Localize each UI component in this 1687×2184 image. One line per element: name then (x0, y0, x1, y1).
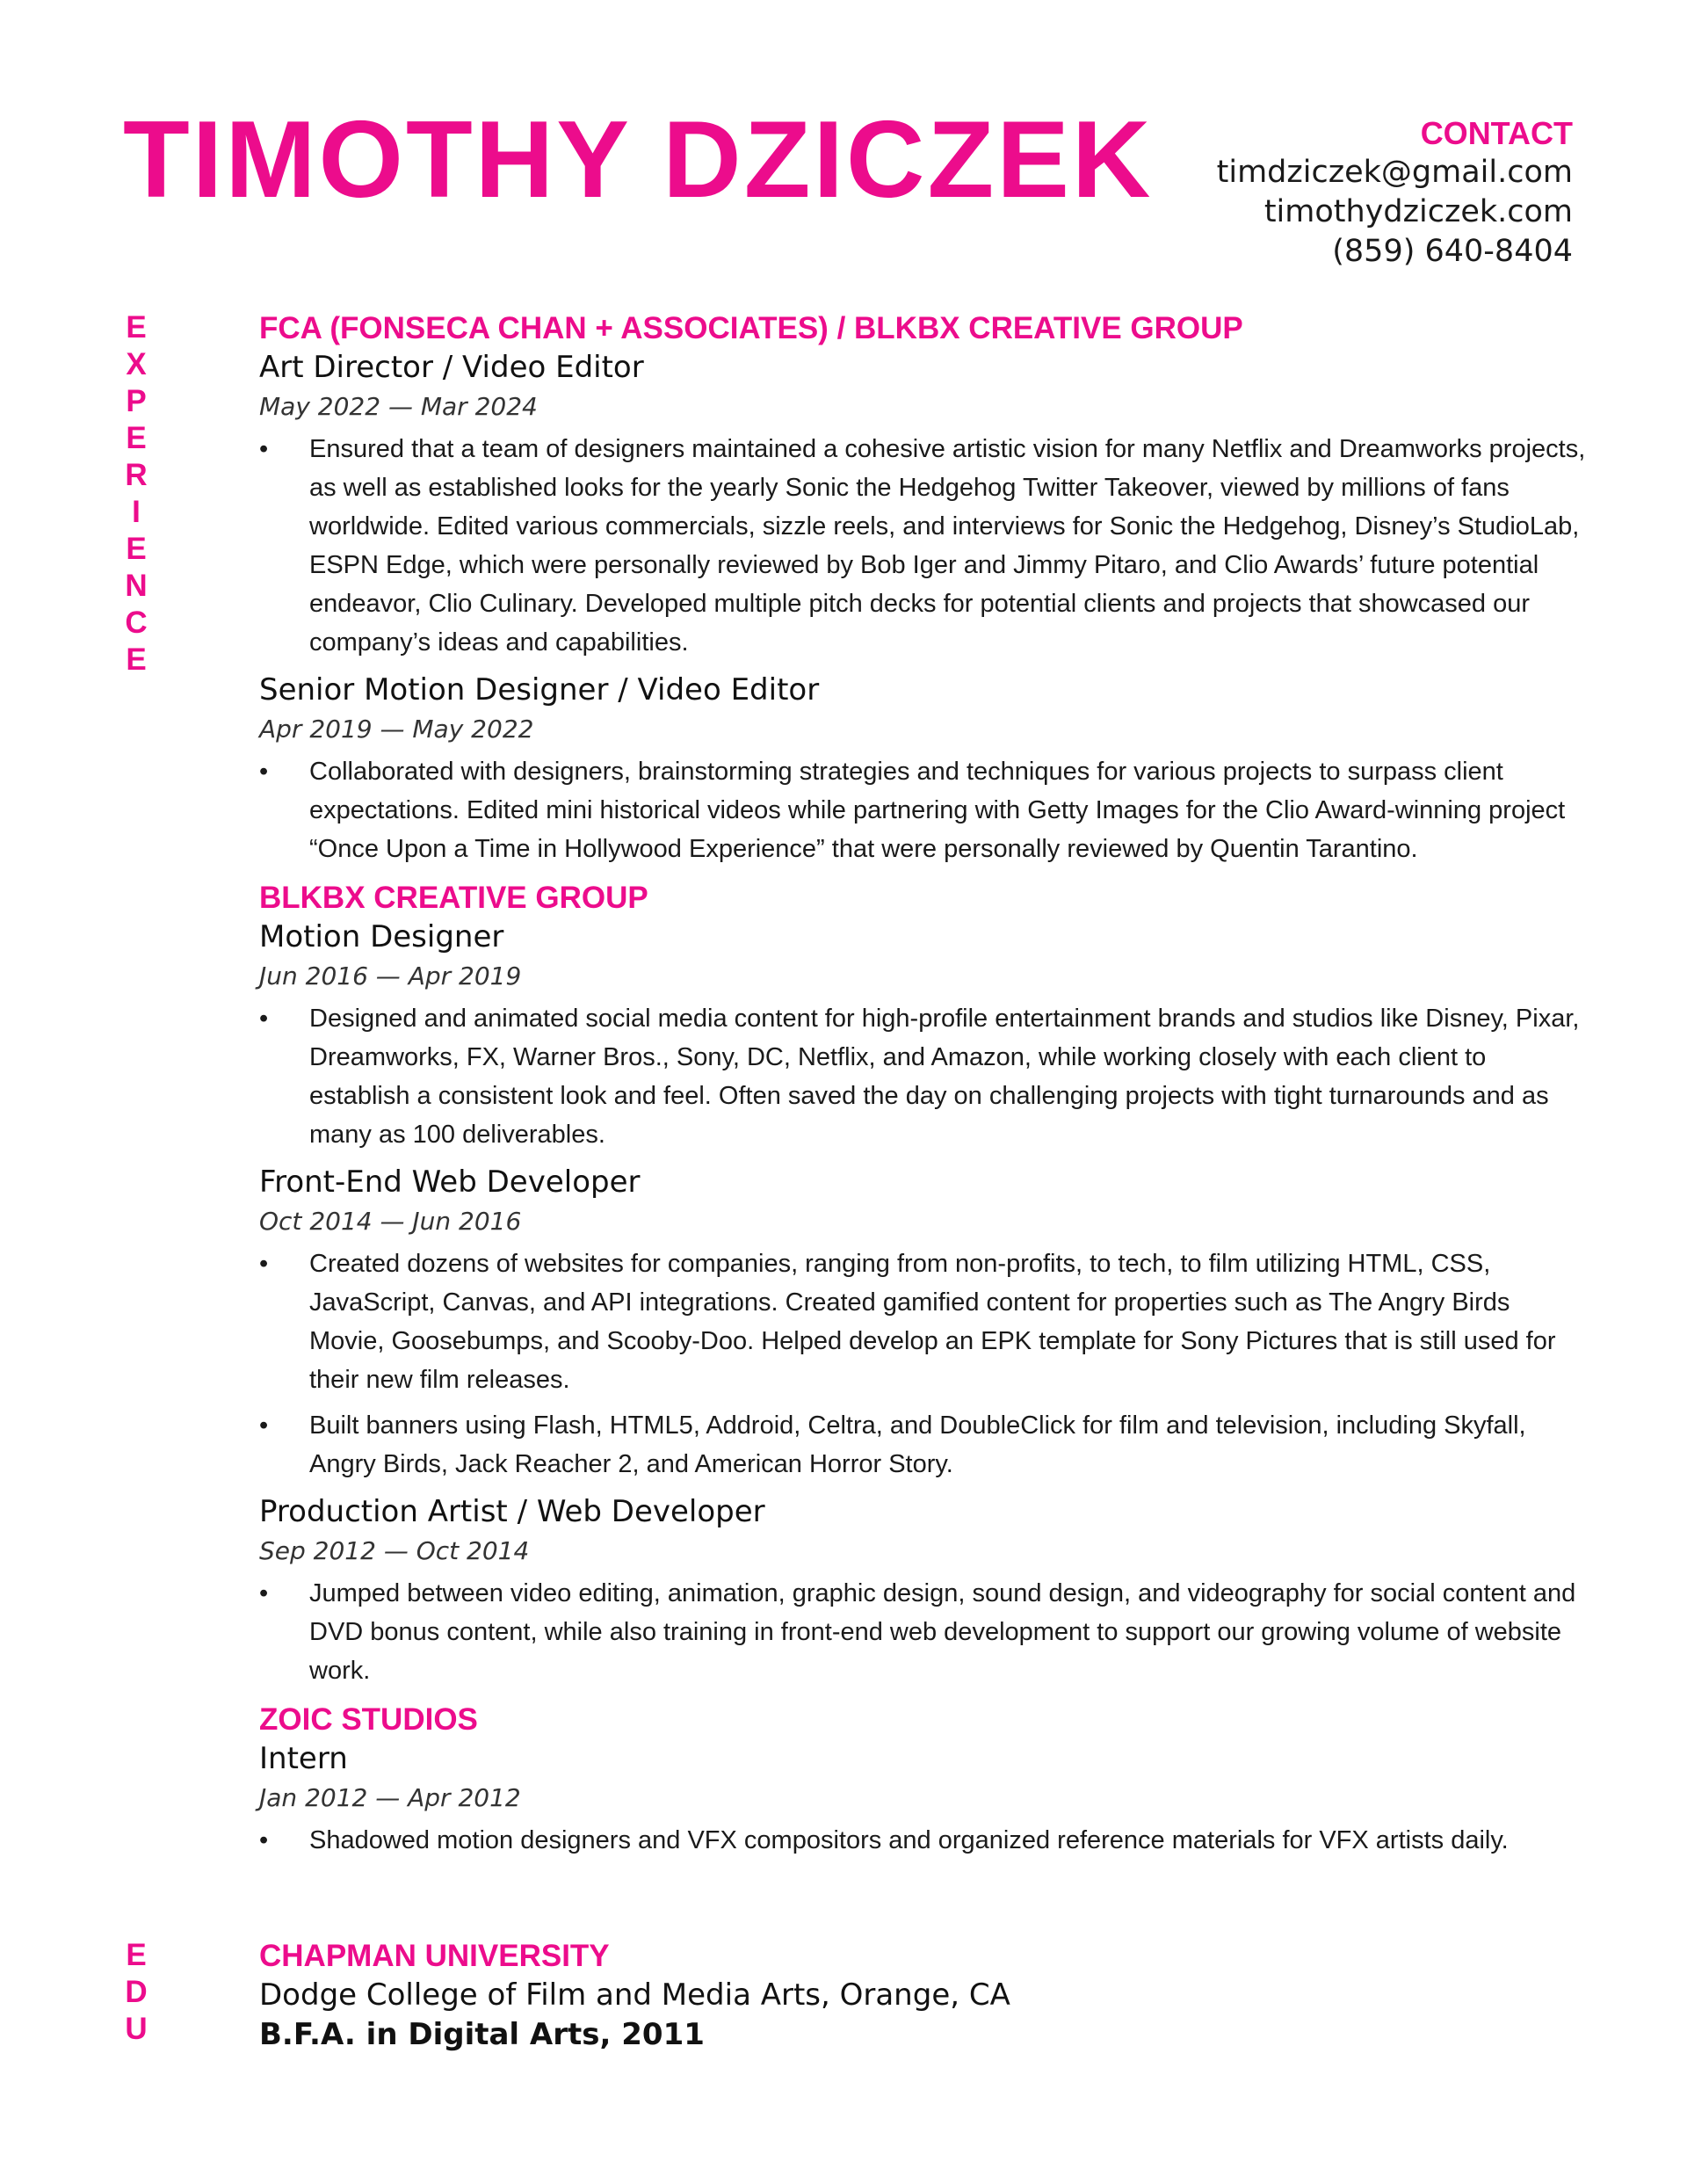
resume-name: TIMOTHY DZICZEK (123, 99, 1154, 221)
bullet-list (259, 1244, 1590, 1484)
bullet-item: • Ensured that a team of designers maintained a cohesive artistic vision for many Netflix and Dreamworks projects, as well as established looks for the yearly Sonic the Hedgehog Twitter Takeover, viewed by millions of fans worldwide. Edited various commercials, sizzle reels, and interviews for Sonic the Hedgehog, Disney’s StudioLab, ESPN Edge, which were personally reviewed by Bob Iger and Jimmy Pitaro, and Clio Awards’ future potential endeavor, Clio Culinary. Developed multiple pitch decks for potential clients and projects that showcased our company’s ideas and capabilities. (259, 430, 1590, 662)
experience-letter: E (126, 310, 147, 345)
degree: B.F.A. in Digital Arts, 2011 (259, 2017, 705, 2052)
role-title: Art Director / Video Editor (259, 350, 644, 385)
role-title: Front-End Web Developer (259, 1165, 641, 1200)
bullet-item: • Jumped between video editing, animation, graphic design, sound design, and videography for social content and DVD bonus content, while also training in front-end web development to support our growing volume of website work. (259, 1574, 1590, 1690)
role-dates: Apr 2019 — May 2022 (259, 715, 534, 744)
experience-vertical-label (123, 309, 149, 678)
experience-letter: N (125, 569, 148, 603)
role-title: Intern (259, 1741, 348, 1776)
experience-letter: I (132, 495, 141, 529)
education-letter: D (125, 1975, 148, 2009)
bullet-item: • Built banners using Flash, HTML5, Addroid, Celtra, and DoubleClick for film and television, including Skyfall, Angry Birds, Jack Reacher 2, and American Horror Story. (259, 1406, 1590, 1484)
bullet-list (259, 999, 1590, 1154)
role-dates: Oct 2014 — Jun 2016 (259, 1207, 522, 1236)
role-dates: Sep 2012 — Oct 2014 (259, 1536, 530, 1565)
bullet-item: • Shadowed motion designers and VFX compositors and organized reference materials for VFX artists daily. (259, 1821, 1590, 1860)
bullet-item: • Collaborated with designers, brainstorming strategies and techniques for various projects to surpass client expectations. Edited mini historical videos while partnering with Getty Images for the Clio Award-winning project “Once Upon a Time in Hollywood Experience” that were personally reviewed by Quentin Tarantino. (259, 752, 1590, 868)
education-vertical-label (123, 1937, 149, 2048)
role-title: Production Artist / Web Developer (259, 1494, 765, 1529)
company-name: ZOIC STUDIOS (259, 1702, 478, 1737)
experience-letter: E (126, 532, 147, 566)
experience-letter: P (126, 384, 147, 418)
experience-section (259, 309, 1590, 1868)
contact-website[interactable]: timothydziczek.com (1263, 194, 1573, 229)
role-dates: May 2022 — Mar 2024 (259, 392, 538, 421)
experience-letter: X (126, 347, 147, 381)
role-title: Senior Motion Designer / Video Editor (259, 672, 820, 707)
bullet-item: • Designed and animated social media content for high-profile entertainment brands and studios like Disney, Pixar, Dreamworks, FX, Warner Bros., Sony, DC, Netflix, and Amazon, while working closely with each client to establish a consistent look and feel. Often saved the day on challenging projects with tight turnarounds and as many as 100 deliverables. (259, 999, 1590, 1154)
experience-letter: R (125, 458, 148, 492)
role-dates: Jan 2012 — Apr 2012 (259, 1783, 521, 1812)
bullet-list (259, 1574, 1590, 1690)
role-dates: Jun 2016 — Apr 2019 (259, 961, 522, 990)
education-letter: E (126, 1938, 147, 1972)
company-name: BLKBX CREATIVE GROUP (259, 881, 648, 915)
experience-letter: C (125, 606, 148, 640)
role-title: Motion Designer (259, 919, 504, 954)
college-name: Dodge College of Film and Media Arts, Orange, CA (259, 1977, 1010, 2013)
education-section (259, 1937, 1590, 2055)
contact-block (958, 114, 1573, 272)
contact-phone[interactable]: (859) 640-8404 (1332, 234, 1573, 269)
bullet-list (259, 430, 1590, 662)
contact-email[interactable]: timdziczek@gmail.com (1216, 155, 1573, 190)
education-letter: U (125, 2012, 148, 2046)
experience-letter: E (126, 642, 147, 677)
contact-heading: CONTACT (1420, 115, 1573, 151)
experience-letter: E (126, 421, 147, 455)
school-name: CHAPMAN UNIVERSITY (259, 1939, 610, 1973)
bullet-list (259, 1821, 1590, 1860)
company-name: FCA (FONSECA CHAN + ASSOCIATES) / BLKBX CREATIVE GROUP (259, 311, 1243, 345)
bullet-list (259, 752, 1590, 868)
bullet-item: • Created dozens of websites for companies, ranging from non-profits, to tech, to film utilizing HTML, CSS, JavaScript, Canvas, and API integrations. Created gamified content for properties such as The Angry Birds Movie, Goosebumps, and Scooby-Doo. Helped develop an EPK template for Sony Pictures that is still used for their new film releases. (259, 1244, 1590, 1399)
